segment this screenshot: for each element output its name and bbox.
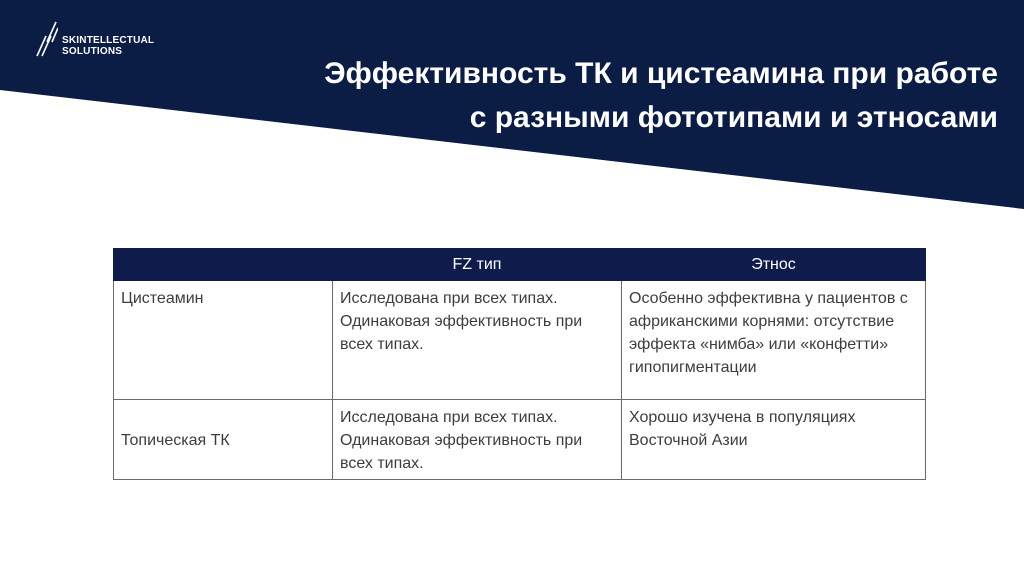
row-ethnos-cell: Хорошо изучена в популяциях Восточной Азии <box>622 400 926 480</box>
row-name-cell: Топическая ТК <box>114 400 333 480</box>
table-row <box>114 400 926 480</box>
slide-title-line1: Эффективность ТК и цистеамина при работе <box>324 57 998 90</box>
row-ethnos-cell: Особенно эффективна у пациентов с африканскими корнями: отсутствие эффекта «нимба» или «конфетти» гипопигментации <box>622 281 926 400</box>
header-cell-fz-type: FZ тип <box>333 249 622 281</box>
table-row <box>114 281 926 400</box>
brand-name <box>62 35 154 57</box>
logo-slashes-icon <box>34 20 58 58</box>
slide-title-line2: с разными фототипами и этносами <box>469 101 998 134</box>
comparison-table <box>113 248 926 480</box>
header-cell-ethnos: Этнос <box>622 249 926 281</box>
header-cell-empty <box>114 249 333 281</box>
brand-logo <box>34 20 154 58</box>
row-fz-cell: Исследована при всех типах. Одинаковая эффективность при всех типах. <box>333 400 622 480</box>
table-header-row <box>114 249 926 281</box>
row-fz-cell: Исследована при всех типах. Одинаковая эффективность при всех типах. <box>333 281 622 400</box>
brand-name-line2: SOLUTIONS <box>62 46 123 57</box>
row-name-cell: Цистеамин <box>114 281 333 400</box>
brand-name-line1: SKINTELLECTUAL <box>62 35 155 46</box>
slide-title <box>238 52 998 140</box>
